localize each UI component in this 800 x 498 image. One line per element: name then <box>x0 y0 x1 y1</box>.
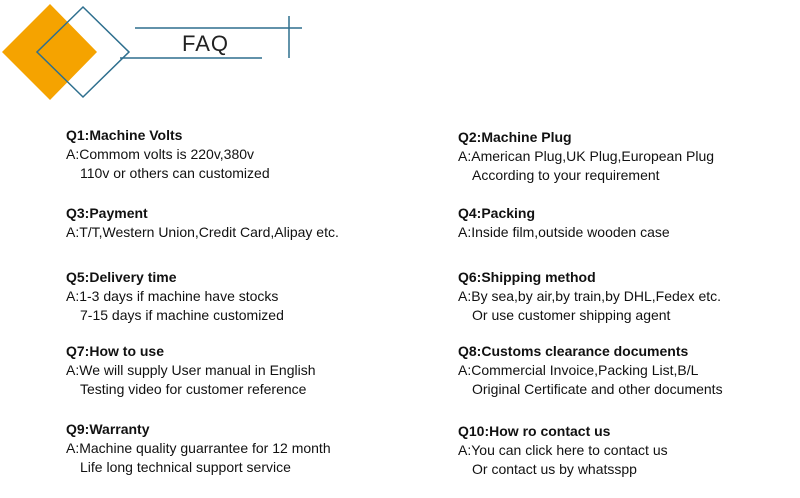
faq-item-q6 <box>458 268 798 325</box>
contact-link[interactable]: A:You can click here to contact us <box>458 442 668 458</box>
faq-item-q3 <box>66 204 406 242</box>
answer-line: 110v or others can customized <box>80 165 270 181</box>
answer-line: 7-15 days if machine customized <box>80 307 284 323</box>
faq-item-q8 <box>458 342 798 399</box>
faq-header-graphic <box>0 0 310 110</box>
faq-item-q5 <box>66 268 406 325</box>
question: Q5:Delivery time <box>66 269 177 285</box>
question: Q7:How to use <box>66 343 165 359</box>
answer-line: Testing video for customer reference <box>80 381 307 397</box>
faq-item-q10[interactable] <box>458 422 798 479</box>
answer-line: Or use customer shipping agent <box>472 307 671 323</box>
page-title: FAQ <box>182 31 230 56</box>
question: Q10:How ro contact us <box>458 423 611 439</box>
question: Q1:Machine Volts <box>66 127 183 143</box>
answer-line: A:Commercial Invoice,Packing List,B/L <box>458 362 699 378</box>
orange-diamond-shape <box>2 4 97 100</box>
answer-line: A:By sea,by air,by train,by DHL,Fedex etc. <box>458 288 722 304</box>
answer-line: According to your requirement <box>472 167 660 183</box>
answer-line: A:1-3 days if machine have stocks <box>66 288 279 304</box>
question: Q8:Customs clearance documents <box>458 343 689 359</box>
faq-item-q9 <box>66 420 406 477</box>
answer-line: A:American Plug,UK Plug,European Plug <box>458 148 715 164</box>
faq-item-q1 <box>66 126 406 183</box>
question: Q9:Warranty <box>66 421 150 437</box>
answer-line: A:T/T,Western Union,Credit Card,Alipay etc. <box>66 224 339 240</box>
question: Q4:Packing <box>458 205 536 221</box>
answer-line: Life long technical support service <box>80 459 291 475</box>
answer-line: A:We will supply User manual in English <box>66 362 316 378</box>
faq-item-q7 <box>66 342 406 399</box>
question: Q6:Shipping method <box>458 269 596 285</box>
question: Q3:Payment <box>66 205 148 221</box>
answer-line: Original Certificate and other documents <box>472 381 723 397</box>
faq-item-q2 <box>458 128 798 185</box>
answer-line: A:Commom volts is 220v,380v <box>66 146 255 162</box>
faq-item-q4 <box>458 204 798 242</box>
answer-line: A:Machine quality guarrantee for 12 month <box>66 440 331 456</box>
answer-line: Or contact us by whatsspp <box>472 461 637 477</box>
answer-line: A:Inside film,outside wooden case <box>458 224 670 240</box>
question: Q2:Machine Plug <box>458 129 572 145</box>
